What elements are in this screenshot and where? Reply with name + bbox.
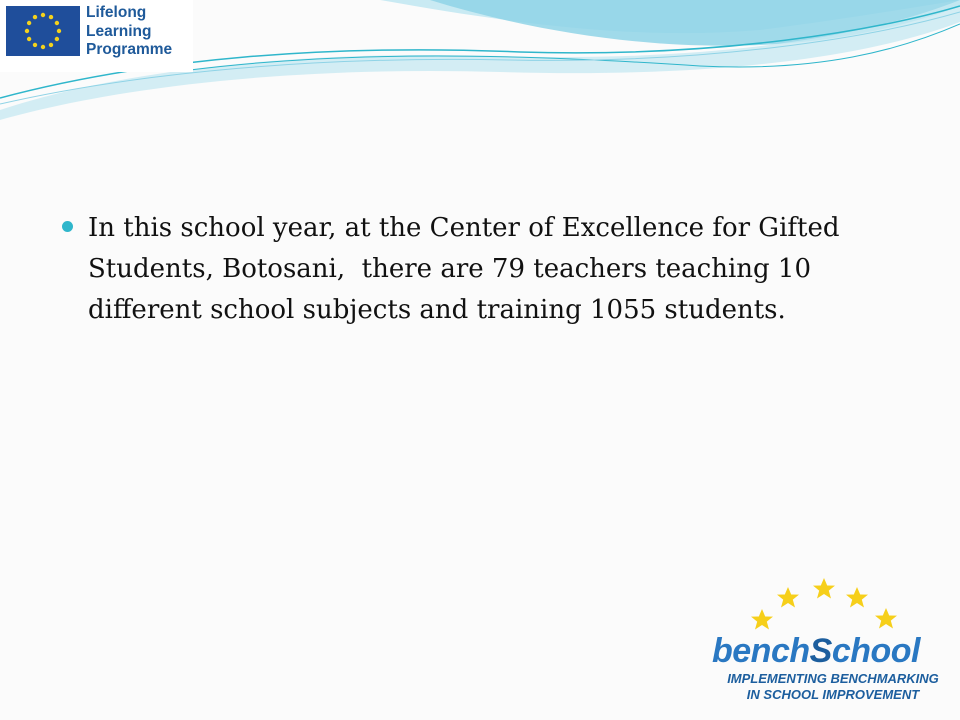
star-icon [875, 608, 897, 629]
star-icon [846, 587, 868, 608]
star-icon [751, 609, 773, 630]
bullet-item [62, 208, 912, 331]
slide-body [62, 208, 912, 331]
stars-decoration [708, 576, 956, 636]
wordmark-s: S [809, 632, 832, 670]
eu-flag-icon [6, 6, 80, 56]
tagline-line-1: IMPLEMENTING BENCHMARKING [727, 671, 939, 686]
wordmark-line-2: Learning [86, 22, 152, 40]
lifelong-learning-logo [0, 0, 193, 72]
wordmark-line-3: Programme [86, 41, 173, 58]
star-icon [777, 587, 799, 608]
lifelong-learning-wordmark [86, 4, 190, 60]
bullet-text: In this school year, at the Center of Excellence for Gifted Students, Botosani, there are 79 teachers teaching 10 different school subjects and training 1055 students. [88, 213, 848, 325]
tagline-line-2: IN SCHOOL IMPROVEMENT [746, 687, 920, 702]
benchschool-tagline [710, 671, 956, 703]
wordmark-bench: bench [712, 632, 810, 670]
wordmark-chool: chool [831, 632, 920, 670]
benchschool-logo [708, 576, 956, 710]
wordmark-line-1: Lifelong [86, 4, 147, 21]
star-icon [813, 578, 835, 599]
bullet-icon [62, 221, 73, 232]
